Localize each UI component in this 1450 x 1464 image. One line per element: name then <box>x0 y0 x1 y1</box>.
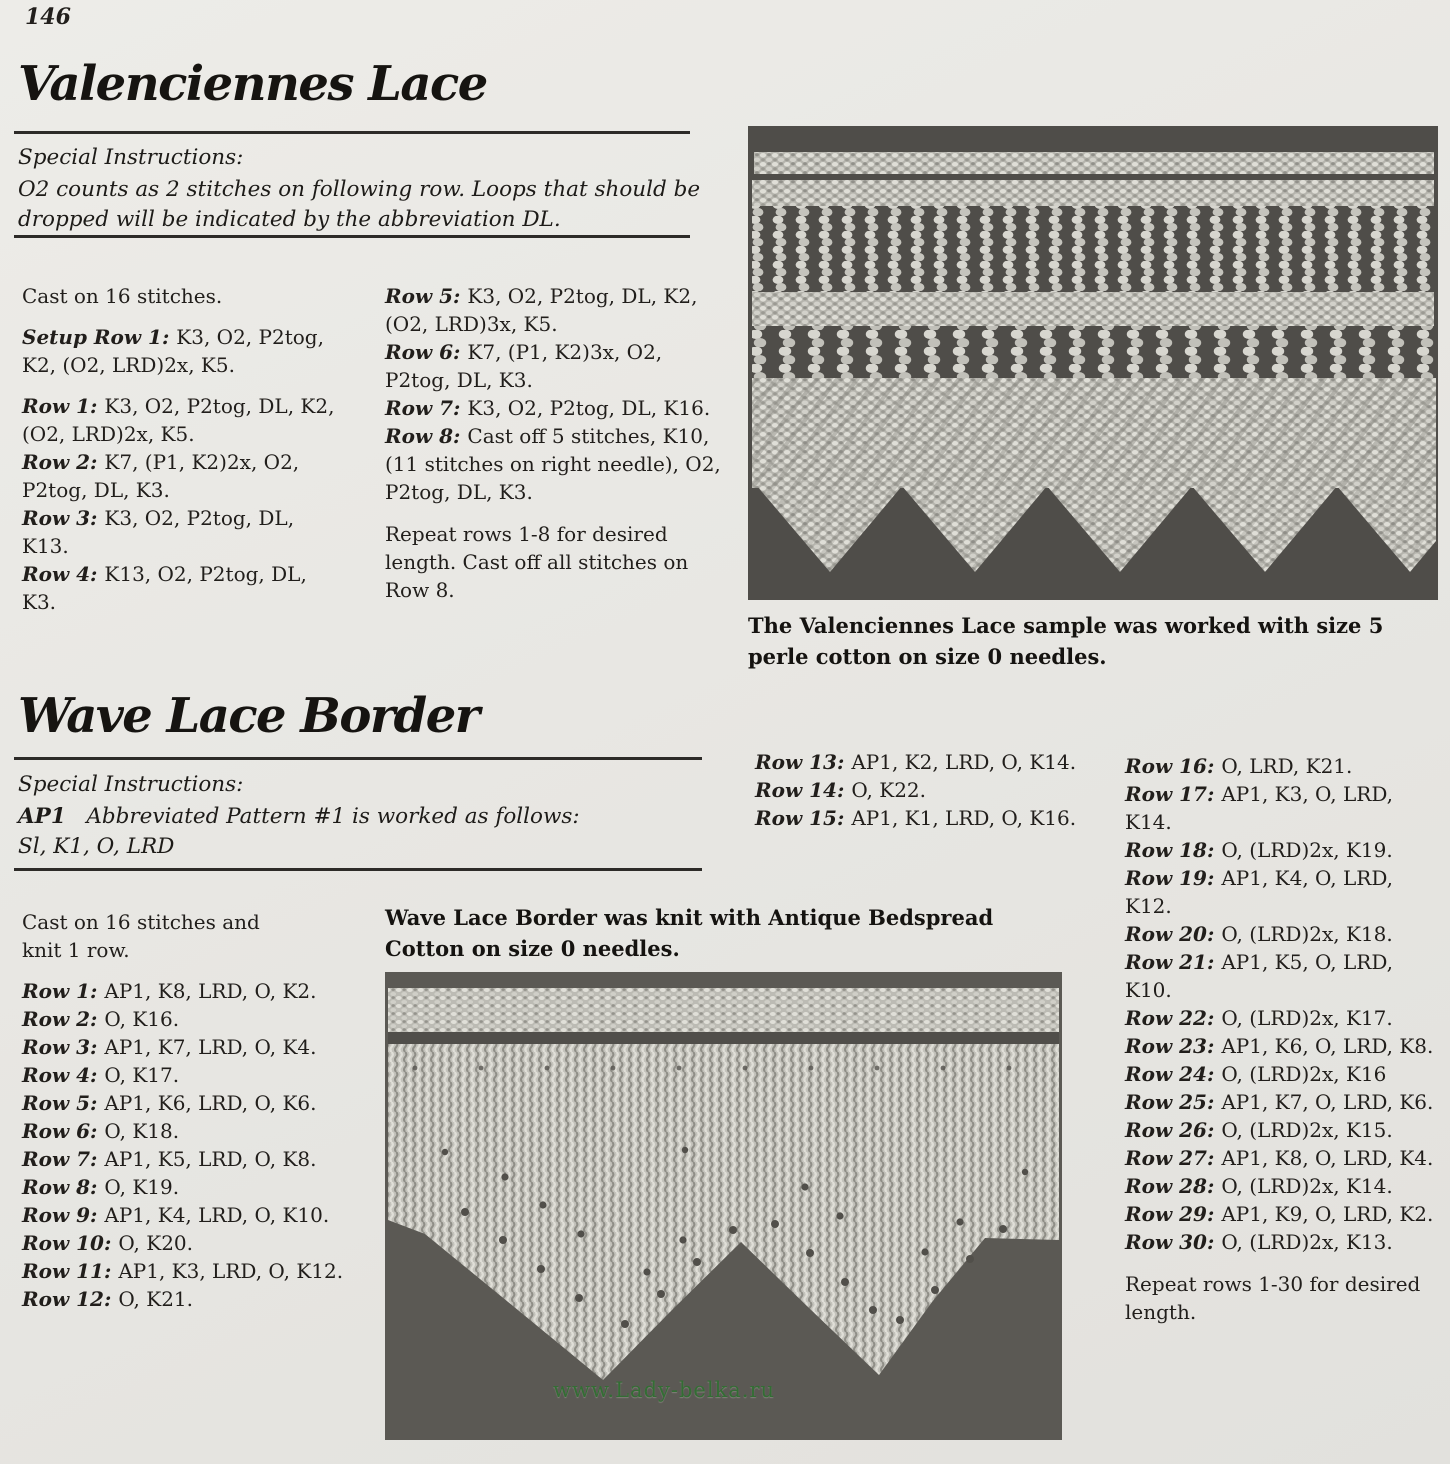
ap1-abbr: AP1 Abbreviated Pattern #1 is worked as follows: <box>18 804 580 829</box>
page-number: 146 <box>25 4 71 30</box>
pattern-row: Row 2: O, K16. <box>22 1007 180 1031</box>
pattern-row: Row 28: O, (LRD)2x, K14. <box>1125 1174 1393 1198</box>
valenciennes-photo-caption: The Valenciennes Lace sample was worked with size 5 perle cotton on size 0 needles. <box>748 613 1384 669</box>
pattern-row: Row 1: AP1, K8, LRD, O, K2. <box>22 979 317 1003</box>
pattern-row: Row 25: AP1, K7, O, LRD, K6. <box>1125 1090 1434 1114</box>
row-label: Row 17: <box>1125 782 1222 806</box>
wave-column-1 <box>22 908 344 1313</box>
pattern-row: Row 3: K3, O2, P2tog, DL, K13. <box>22 506 295 558</box>
cast-on-note: Cast on 16 stitches and knit 1 row. <box>22 910 260 962</box>
row-label: Row 5: <box>385 284 468 308</box>
pattern-row: Row 4: O, K17. <box>22 1063 180 1087</box>
row-label: Row 10: <box>22 1231 119 1255</box>
wave-column-3 <box>1125 752 1440 1326</box>
pattern-row: Row 22: O, (LRD)2x, K17. <box>1125 1006 1393 1030</box>
valenciennes-special-instructions <box>18 143 718 235</box>
row-label: Row 19: <box>1125 866 1222 890</box>
wave-lace-sample-image <box>385 972 1062 1440</box>
row-label: Row 1: <box>22 394 105 418</box>
row-label: Row 4: <box>22 562 105 586</box>
pattern-row: Row 13: AP1, K2, LRD, O, K14. <box>755 750 1077 774</box>
rows-13-15 <box>755 748 1085 832</box>
pattern-row: Row 4: K13, O2, P2tog, DL, K3. <box>22 562 307 614</box>
row-label: Setup Row 1: <box>22 325 177 349</box>
repeat-note: Repeat rows 1-30 for desired length. <box>1125 1272 1421 1324</box>
special-instructions-text: O2 counts as 2 stitches on following row. Loops that should be dropped will be indicated by the abbreviation DL. <box>18 177 701 232</box>
row-label: Row 16: <box>1125 754 1222 778</box>
pattern-row: Row 27: AP1, K8, O, LRD, K4. <box>1125 1146 1434 1170</box>
pattern-row: Row 7: AP1, K5, LRD, O, K8. <box>22 1147 317 1171</box>
rule-divider <box>14 235 690 238</box>
rows-16-30 <box>1125 752 1440 1256</box>
pattern-row: Row 12: O, K21. <box>22 1287 194 1311</box>
row-label: Row 6: <box>22 1119 105 1143</box>
row-label: Row 26: <box>1125 1118 1222 1142</box>
pattern-row: Row 26: O, (LRD)2x, K15. <box>1125 1118 1393 1142</box>
pattern-row: Row 5: K3, O2, P2tog, DL, K2, (O2, LRD)3x, K5. <box>385 284 698 336</box>
pattern-row: Row 19: AP1, K4, O, LRD, K12. <box>1125 866 1394 918</box>
pattern-row: Row 29: AP1, K9, O, LRD, K2. <box>1125 1202 1434 1226</box>
row-label: Row 6: <box>385 340 468 364</box>
row-label: Row 7: <box>22 1147 105 1171</box>
pattern-row: Row 16: O, LRD, K21. <box>1125 754 1353 778</box>
pattern-row: Row 17: AP1, K3, O, LRD, K14. <box>1125 782 1394 834</box>
pattern-row: Row 18: O, (LRD)2x, K19. <box>1125 838 1393 862</box>
row-label: Row 21: <box>1125 950 1222 974</box>
pattern-row: Row 2: K7, (P1, K2)2x, O2, P2tog, DL, K3. <box>22 450 300 502</box>
row-label: Row 9: <box>22 1203 105 1227</box>
row-label: Row 8: <box>385 424 468 448</box>
rows-1-12 <box>22 977 344 1313</box>
wave-title: Wave Lace Border <box>18 688 479 744</box>
row-label: Row 13: <box>755 750 852 774</box>
row-label: Row 29: <box>1125 1202 1222 1226</box>
row-label: Row 11: <box>22 1259 119 1283</box>
row-label: Row 22: <box>1125 1006 1222 1030</box>
row-label: Row 15: <box>755 806 852 830</box>
pattern-row: Row 9: AP1, K4, LRD, O, K10. <box>22 1203 330 1227</box>
pattern-row: Row 14: O, K22. <box>755 778 927 802</box>
row-label: Row 24: <box>1125 1062 1222 1086</box>
valenciennes-title: Valenciennes Lace <box>18 56 487 112</box>
special-instructions-label: Special Instructions: <box>18 145 244 170</box>
rule-divider <box>14 757 702 760</box>
row-label: Row 20: <box>1125 922 1222 946</box>
pattern-row: Row 7: K3, O2, P2tog, DL, K16. <box>385 396 711 420</box>
pattern-row: Row 1: K3, O2, P2tog, DL, K2, (O2, LRD)2x, K5. <box>22 394 335 446</box>
wave-photo <box>385 972 1062 1440</box>
watermark: www.Lady-belka.ru <box>553 1378 776 1402</box>
row-label: Row 23: <box>1125 1034 1222 1058</box>
pattern-row: Row 21: AP1, K5, O, LRD, K10. <box>1125 950 1394 1002</box>
pattern-row: Row 15: AP1, K1, LRD, O, K16. <box>755 806 1077 830</box>
pattern-row: Setup Row 1: K3, O2, P2tog, K2, (O2, LRD)2x, K5. <box>22 325 324 377</box>
rule-divider <box>14 868 702 871</box>
wave-special-instructions <box>18 770 718 862</box>
pattern-row: Row 11: AP1, K3, LRD, O, K12. <box>22 1259 344 1283</box>
row-label: Row 7: <box>385 396 468 420</box>
wave-photo-caption: Wave Lace Border was knit with Antique Bedspread Cotton on size 0 needles. <box>385 905 994 961</box>
pattern-row: Row 10: O, K20. <box>22 1231 194 1255</box>
ap1-definition: Abbreviated Pattern #1 is worked as follows: <box>86 804 580 829</box>
pattern-row: Row 6: O, K18. <box>22 1119 180 1143</box>
row-label: Row 3: <box>22 506 105 530</box>
valenciennes-column-2 <box>385 282 725 604</box>
special-instructions-label: Special Instructions: <box>18 772 244 797</box>
row-label: Row 18: <box>1125 838 1222 862</box>
rule-divider <box>14 131 690 134</box>
rows-5-8 <box>385 282 725 506</box>
ap1-stitches: Sl, K1, O, LRD <box>18 834 175 859</box>
wave-column-2 <box>755 748 1085 832</box>
pattern-row: Row 5: AP1, K6, LRD, O, K6. <box>22 1091 317 1115</box>
cast-on-note: Cast on 16 stitches. <box>22 284 223 308</box>
pattern-row: Row 8: Cast off 5 stitches, K10, (11 stitches on right needle), O2, P2tog, DL, K3. <box>385 424 721 504</box>
pattern-row: Row 30: O, (LRD)2x, K13. <box>1125 1230 1393 1254</box>
pattern-row: Row 6: K7, (P1, K2)3x, O2, P2tog, DL, K3. <box>385 340 663 392</box>
pattern-row: Row 8: O, K19. <box>22 1175 180 1199</box>
pattern-row: Row 3: AP1, K7, LRD, O, K4. <box>22 1035 317 1059</box>
pattern-row: Row 23: AP1, K6, O, LRD, K8. <box>1125 1034 1434 1058</box>
row-label: Row 28: <box>1125 1174 1222 1198</box>
row-label: Row 27: <box>1125 1146 1222 1170</box>
row-label: Row 8: <box>22 1175 105 1199</box>
row-label: Row 25: <box>1125 1090 1222 1114</box>
row-label: Row 12: <box>22 1287 119 1311</box>
setup-rows <box>22 323 344 379</box>
row-label: Row 4: <box>22 1063 105 1087</box>
row-label: Row 3: <box>22 1035 105 1059</box>
rows-1-4 <box>22 392 344 616</box>
pattern-row: Row 24: O, (LRD)2x, K16 <box>1125 1062 1387 1086</box>
row-label: Row 30: <box>1125 1230 1222 1254</box>
row-label: Row 2: <box>22 450 105 474</box>
row-label: Row 14: <box>755 778 852 802</box>
valenciennes-photo <box>748 126 1438 600</box>
row-label: Row 5: <box>22 1091 105 1115</box>
valenciennes-lace-sample-image <box>748 126 1438 600</box>
repeat-note: Repeat rows 1-8 for desired length. Cast off all stitches on Row 8. <box>385 522 689 602</box>
valenciennes-column-1 <box>22 282 344 616</box>
row-label: Row 1: <box>22 979 105 1003</box>
pattern-row: Row 20: O, (LRD)2x, K18. <box>1125 922 1393 946</box>
row-label: Row 2: <box>22 1007 105 1031</box>
